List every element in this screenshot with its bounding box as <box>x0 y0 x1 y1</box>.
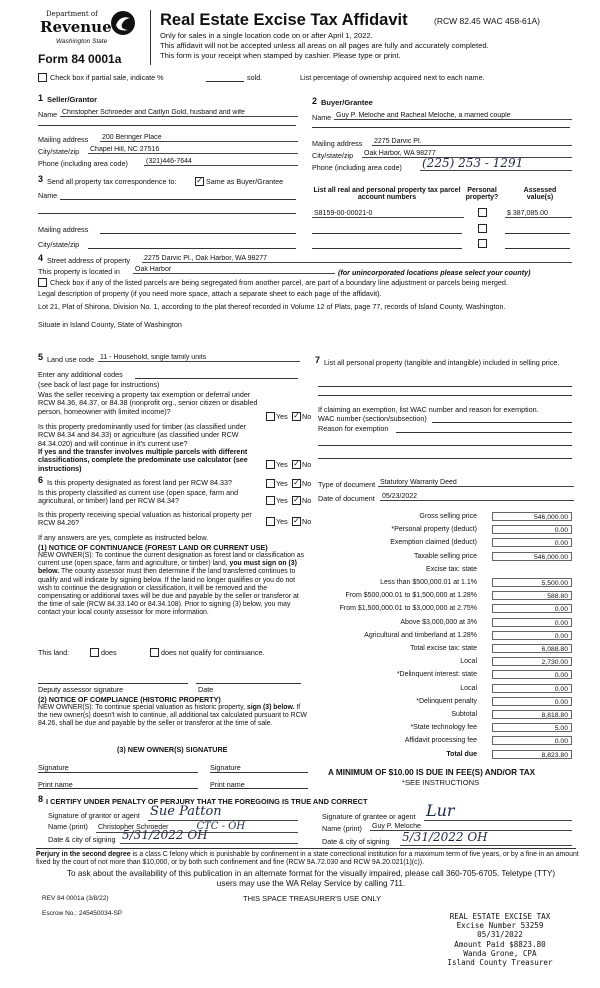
grantor-name: Christopher Schroeder <box>98 824 169 831</box>
notice1-bold: you must sign on (3) below. <box>38 560 297 576</box>
street-field[interactable]: 2275 Darvic Pl., Oak Harbor, WA 98277 <box>142 255 572 263</box>
sec4-num: 4 <box>38 253 44 263</box>
assessed-header: Assessed value(s) <box>523 187 557 201</box>
dept-of-revenue-logo <box>40 10 132 52</box>
tax-row-value[interactable]: 0.00 <box>492 684 572 693</box>
sec7-line2 <box>318 395 572 396</box>
partial-sale-sold: sold. <box>247 73 263 82</box>
tax-row-label: Subtotal <box>451 711 477 718</box>
stamp-line-3: 05/31/2022 <box>477 930 523 940</box>
s6q2-no-label: No <box>302 496 312 505</box>
buyer-mail-label: Mailing address <box>312 139 363 148</box>
owner-print-label-2: Print name <box>210 780 245 789</box>
see-back-note: (see back of last page for instructions) <box>38 380 160 389</box>
tax-row-label: Less than $500,000.01 at 1.1% <box>380 579 477 586</box>
sec3-city-label: City/state/zip <box>38 240 80 249</box>
owner-sig-2[interactable] <box>210 772 308 773</box>
sec3-label: Send all property tax correspondence to: <box>47 177 177 186</box>
sec3-mail-label: Mailing address <box>38 225 89 234</box>
s6q3-no-checkbox[interactable]: ✓ <box>293 516 300 525</box>
sec3-num: 3 <box>38 174 44 184</box>
ownership-note: List percentage of ownership acquired next to each name. <box>300 73 485 82</box>
owner-sig-1[interactable] <box>38 772 198 773</box>
perjury-bold: Perjury in the second degree <box>36 851 131 858</box>
q2-yes-checkbox[interactable] <box>266 460 275 469</box>
grantee-sig-label: Signature of grantee or agent <box>322 812 416 821</box>
form-number: Form 84 0001a <box>38 52 122 66</box>
notice2-a: NEW OWNER(S): To continue special valuation as historic property, <box>38 704 245 711</box>
sec6-q2: Is this property classified as current use (open space, farm and agricultural, or timber) land per RCW 84.34? <box>38 488 239 506</box>
buyer-name-line2 <box>312 127 570 128</box>
sec6-q3: Is this property receiving special valuation as historical property per RCW 84.26? <box>38 510 252 528</box>
minimum-note: A MINIMUM OF $10.00 IS DUE IN FEE(S) AND/OR TAX <box>328 768 536 777</box>
tax-row-value[interactable]: 0.00 <box>492 670 572 679</box>
tax-row-label: *Delinquent penalty <box>416 697 477 705</box>
land-use-field[interactable]: 11 - Household, single family units <box>98 354 300 362</box>
buyer-heading: Buyer/Grantee <box>321 98 373 107</box>
tax-row-label: *Delinquent interest: state <box>396 671 477 679</box>
buyer-mail-field[interactable]: 2275 Darvic Pl. <box>372 138 572 146</box>
does-not-checkbox[interactable] <box>150 648 159 657</box>
seller-name-label: Name <box>38 110 58 119</box>
dept-line1: Department of <box>46 10 98 18</box>
grantor-name-label: Name (print) <box>48 822 88 831</box>
buyer-city-label: City/state/zip <box>312 151 354 160</box>
partial-sale-checkbox[interactable] <box>38 73 47 82</box>
alt-format-note: To ask about the availability of this publication in an alternate format for the visually impaired, please call 360-705-6705. Teletype (TTY) users may use the WA Relay Service by calling 711. <box>66 869 556 888</box>
doc-type-label: Type of document <box>318 480 376 489</box>
wac-field[interactable] <box>432 422 572 423</box>
sec6-num: 6 <box>38 475 44 485</box>
tax-row-label: Total excise tax: state <box>410 645 477 652</box>
doc-date-label: Date of document <box>318 494 375 503</box>
treasurer-stamp <box>430 912 570 967</box>
tax-row-label: Affidavit processing fee <box>404 737 477 745</box>
sec7-line1 <box>318 386 572 387</box>
buyer-phone-field[interactable]: (225) 253 - 1291 <box>420 156 572 171</box>
reason-label: Reason for exemption <box>318 424 389 433</box>
tax-row-label: Total due <box>446 750 477 758</box>
perjury-note <box>36 851 581 868</box>
sec5-q2a: Is this property predominantly used for timber (as classified under RCW 84.34 and 84.33) or agriculture (as classified under RCW 84.34.020) and will continue in it's current use? <box>38 422 247 448</box>
tax-row-label: Local <box>460 684 477 692</box>
notice2-bold: sign (3) below. <box>246 704 295 711</box>
sec3-city-field[interactable] <box>88 248 296 249</box>
form-title: Real Estate Excise Tax Affidavit <box>160 11 408 29</box>
buyer-phone-label: Phone (including area code) <box>312 163 402 172</box>
sec6-q1: Is this property designated as forest land per RCW 84.33? <box>47 478 232 487</box>
stamp-line-2: Excise Number 53259 <box>456 921 544 931</box>
footer-divider <box>36 848 576 849</box>
stamp-line-1: REAL ESTATE EXCISE TAX <box>449 912 551 921</box>
seller-phone-label: Phone (including area code) <box>38 159 128 168</box>
s6q2-yes-checkbox[interactable] <box>266 496 275 505</box>
assessed-1[interactable]: $ 387,085.00 <box>505 210 572 218</box>
personal-checkbox-3[interactable] <box>478 239 487 248</box>
legal-lot: Lot 21, Plat of Shirona, Division No. 1, according to the plat thereof recorded in Volume 12 of Plats, page 77, records of Island County, Washington. <box>38 302 506 311</box>
see-instructions: *SEE INSTRUCTIONS <box>402 778 480 787</box>
note1: Only for sales in a single location code on or after April 1, 2022. <box>160 31 373 40</box>
parcel-3[interactable] <box>312 248 462 249</box>
sec3-name-line2 <box>38 213 296 214</box>
tax-row-label: *State technology fee <box>410 724 477 732</box>
notice1-b: The county assessor must then determine if the land transferred continues to qualify and will indicate by signing below. If the land no longer qualifies or you do not wish to continue the designation or classification, it will be removed and the compensating or additional taxes will be due and payable by the seller or transferor at the time of sale (RCW 84.33.140 or 84.34.108). Prior to signing (3) below, you may contact your local county assessor for more information. <box>38 568 299 617</box>
tax-row-label: Local <box>460 658 477 666</box>
sec3-name-label: Name <box>38 191 58 200</box>
does-not-label: does not qualify for continuance. <box>161 648 265 657</box>
this-land-label: This land: <box>38 648 70 657</box>
sec7-num: 7 <box>315 355 321 365</box>
certify: I CERTIFY UNDER PENALTY OF PERJURY THAT THE FOREGOING IS TRUE AND CORRECT <box>46 797 368 806</box>
note2: This affidavit will not be accepted unless all areas on all pages are fully and accurately completed. <box>160 41 489 50</box>
legal-label: Legal description of property (if you need more space, attach a separate sheet to each page of the affidavit). <box>38 289 382 298</box>
personal-header: Personal property? <box>465 187 499 201</box>
doc-date-field[interactable]: 05/23/2022 <box>380 493 574 501</box>
tax-row-label: Taxable selling price <box>413 552 477 560</box>
located-field[interactable]: Oak Harbor <box>133 266 335 274</box>
reason-line2 <box>318 445 572 446</box>
tax-row-value[interactable]: 0.00 <box>492 604 572 613</box>
land-use-label: Land use code <box>47 355 95 364</box>
tax-row-value[interactable]: 5,500.00 <box>492 578 572 587</box>
state-swirl-icon <box>110 10 136 36</box>
sec5-q2b: If yes and the transfer involves multiple parcels with different classifications, complete the predominate use calculator (see instructions) <box>38 447 248 473</box>
dept-line3: Washington State <box>56 38 108 45</box>
notice1-title: (1) NOTICE OF CONTINUANCE (FOREST LAND OR CURRENT USE) <box>38 543 268 552</box>
wac-label: WAC number (section/subsection) <box>318 414 427 423</box>
seller-mail-label: Mailing address <box>38 135 89 144</box>
buyer-city-field[interactable]: Oak Harbor, WA 98277 <box>362 150 572 158</box>
does-label: does <box>101 648 117 657</box>
any-answers: If any answers are yes, complete as instructed below. <box>38 533 209 542</box>
segregated-checkbox[interactable] <box>38 278 47 287</box>
tax-row-value[interactable]: 546,000.00 <box>492 512 572 521</box>
q1-no-label: No <box>302 412 312 421</box>
sec7-label: List all personal property (tangible and intangible) included in selling price. <box>324 358 560 367</box>
tax-row-value[interactable]: 0.00 <box>492 618 572 627</box>
rev-label: REV 84 0001a (3/8/22) <box>42 895 109 902</box>
reason-field[interactable] <box>396 432 572 433</box>
seller-city-field[interactable]: Chapel Hill, NC 27516 <box>88 146 298 154</box>
grantor-name-extra: CTC - OH <box>196 821 246 832</box>
rcw-reference: (RCW 82.45 WAC 458-61A) <box>434 16 540 26</box>
segregated-label: Check box if any of the listed parcels are being segregated from another parcel, are part of a boundary line adjustment or parcels being merged. <box>50 278 508 287</box>
tax-row-label: From $1,500,000.01 to $3,000,000 at 2.75% <box>339 605 477 613</box>
tax-row-label: Agricultural and timberland at 1.28% <box>364 631 477 639</box>
tax-row-value[interactable]: 0.00 <box>492 736 572 745</box>
tax-row-value[interactable]: 0.00 <box>492 697 572 706</box>
seller-name-line2 <box>38 125 296 126</box>
does-checkbox[interactable] <box>90 648 99 657</box>
q1-yes-label: Yes <box>276 412 288 421</box>
escrow-number: Escrow No.: 245450034-SP <box>42 910 123 917</box>
tax-row-label: *Personal property (deduct) <box>391 526 477 534</box>
tax-row-value[interactable]: 0.00 <box>492 525 572 534</box>
deputy-date-label: Date <box>198 685 214 694</box>
deputy-sig-field[interactable] <box>38 683 188 684</box>
notice3-title: (3) NEW OWNER(S) SIGNATURE <box>117 745 228 754</box>
buyer-name-label: Name <box>312 113 332 122</box>
owner-print-label-1: Print name <box>38 780 73 789</box>
same-as-buyer-label: Same as Buyer/Grantee <box>206 177 284 186</box>
q1-yes-checkbox[interactable] <box>266 412 275 421</box>
parcel-1[interactable]: S8159-00-00021-0 <box>312 210 464 218</box>
notice2-b: If the new owner(s) doesn't wish to continue, all additional tax calculated pursuant to RCW 84.26, shall be due and payable by the seller or transferor at the time of sale. <box>38 704 308 728</box>
personal-checkbox-2[interactable] <box>478 224 487 233</box>
notice1-a: NEW OWNER(S): To continue the current designation as forest land or classification as current use (open space, farm and agriculture, or timber) land, <box>38 552 305 568</box>
parcel-2[interactable] <box>312 233 462 234</box>
tax-row-label: Gross selling price <box>419 513 477 520</box>
seller-city-label: City/state/zip <box>38 147 80 156</box>
sec5-q1: Was the seller receiving a property tax exemption or deferral under RCW 84.36, 84.37, or 84.38 (nonprofit org., senior citizen or disabled person, homeowner with limited income)? <box>38 390 258 416</box>
q2-no-label: No <box>302 460 312 469</box>
partial-sale-percent-field[interactable] <box>206 81 244 82</box>
treasurer-use: THIS SPACE TREASURER'S USE ONLY <box>243 894 382 903</box>
seller-mail-field[interactable]: 200 Beringer Place <box>100 134 298 142</box>
additional-codes-field[interactable] <box>135 378 298 379</box>
buyer-name-field[interactable]: Guy P. Meloche and Racheal Meloche, a married couple <box>334 112 572 120</box>
dept-line2: Revenue <box>40 18 112 36</box>
reason-line3 <box>318 458 572 459</box>
grantor-sig-label: Signature of grantor or agent <box>48 811 140 820</box>
street-label: Street address of property <box>47 256 131 265</box>
tax-row-label: Exemption claimed (deduct) <box>390 539 477 547</box>
notice2-title: (2) NOTICE OF COMPLIANCE (HISTORIC PROPERTY) <box>38 695 221 704</box>
tax-row-value[interactable]: 0.00 <box>492 538 572 547</box>
seller-num: 1 <box>38 93 44 103</box>
s6q2-yes-label: Yes <box>276 496 288 505</box>
tax-row-value[interactable]: 8,823.80 <box>492 750 572 759</box>
deputy-sig-label: Deputy assessor signature <box>38 685 124 694</box>
s6q1-no-label: No <box>302 479 312 488</box>
personal-checkbox-1[interactable] <box>478 208 487 217</box>
sec8-num: 8 <box>38 794 44 804</box>
tax-row-value[interactable]: 6,088.80 <box>492 644 572 653</box>
additional-codes-label: Enter any additional codes <box>38 370 123 379</box>
doc-type-field[interactable]: Statutory Warranty Deed <box>378 479 574 487</box>
partial-sale-label: Check box if partial sale, indicate % <box>50 73 164 82</box>
exemption-label: If claiming an exemption, list WAC number and reason for exemption. <box>318 405 539 414</box>
sec3-mail-field[interactable] <box>100 233 296 234</box>
sec5-num: 5 <box>38 352 44 362</box>
q2-yes-label: Yes <box>276 460 288 469</box>
s6q3-no-label: No <box>302 517 312 526</box>
q1-no-checkbox[interactable]: ✓ <box>293 411 300 420</box>
stamp-line-5: Wanda Grone, CPA <box>463 948 537 958</box>
s6q1-yes-label: Yes <box>276 479 288 488</box>
tax-row-value[interactable]: 546,000.00 <box>492 552 572 561</box>
seller-heading: Seller/Grantor <box>47 95 98 104</box>
tax-row-value[interactable]: 588.80 <box>492 591 572 600</box>
s6q1-no-checkbox[interactable]: ✓ <box>293 478 300 487</box>
owner-sig-label-1: Signature <box>38 763 69 772</box>
tax-row-value[interactable]: 0.00 <box>492 631 572 640</box>
tax-row-value[interactable]: 2,730.00 <box>492 657 572 666</box>
s6q1-yes-checkbox[interactable] <box>266 479 275 488</box>
seller-name-field[interactable]: Christopher Schroeder and Caitlyn Gold, husband and wife <box>60 109 298 117</box>
located-label: This property is located in <box>38 267 120 276</box>
note3: This form is your receipt when stamped by cashier. Please type or print. <box>160 51 401 60</box>
grantor-date-label: Date & city of signing <box>48 835 116 844</box>
parcel-header: List all real and personal property tax parcel account numbers <box>313 187 461 201</box>
grantor-signature[interactable]: Sue Patton <box>148 804 298 821</box>
s6q3-yes-checkbox[interactable] <box>266 517 275 526</box>
tax-row-label: Above $3,000,000 at 3% <box>400 618 477 626</box>
grantee-date-label: Date & city of signing <box>322 837 390 846</box>
stamp-line-6: Island County Treasurer <box>447 958 553 968</box>
buyer-num: 2 <box>312 96 318 106</box>
s6q3-yes-label: Yes <box>276 517 288 526</box>
grantee-date-field[interactable]: 5/31/2022 OH <box>400 830 572 846</box>
seller-phone-field[interactable]: (321)446-7644 <box>144 158 298 166</box>
notice2-body <box>38 704 308 729</box>
notice1-body <box>38 552 308 618</box>
grantee-signature[interactable]: Lur <box>424 801 572 821</box>
owner-sig-label-2: Signature <box>210 763 241 772</box>
assessed-3[interactable] <box>505 248 570 249</box>
grantee-name-field[interactable]: Guy P. Meloche <box>370 823 572 831</box>
grantor-date-field[interactable]: 5/31/2022 OH <box>120 828 298 844</box>
assessed-2[interactable] <box>505 233 570 234</box>
perjury-text: is a class C felony which is punishable by confinement in a state correctional institution for a maximum term of five years, or by a fine in an amount fixed by the court of not more than $10,000, or by both such confinement and fine (RCW 9A.72.030 and RCW 9A.20.021(1)(c)). <box>36 851 579 867</box>
deputy-date-field[interactable] <box>196 683 301 684</box>
unincorporated-note: (for unincorporated locations please select your county) <box>338 268 531 277</box>
stamp-line-4: Amount Paid $8823.80 <box>454 939 546 949</box>
tax-row-value[interactable]: 5.00 <box>492 723 572 732</box>
s6q2-no-checkbox[interactable]: ✓ <box>293 495 300 504</box>
tax-row-label: From $500,000.01 to $1,500,000 at 1.28% <box>345 592 477 600</box>
tax-row-value[interactable]: 8,818.80 <box>492 710 572 719</box>
grantee-name-label: Name (print) <box>322 824 362 833</box>
legal-situate: Situate in Island County, State of Washington <box>38 320 182 329</box>
sec3-name-field[interactable] <box>60 199 296 200</box>
header-divider <box>150 10 151 65</box>
q2-no-checkbox[interactable]: ✓ <box>293 459 300 468</box>
same-as-buyer-checkbox[interactable]: ✓ <box>196 176 203 185</box>
tax-row-label: Excise tax: state <box>426 565 477 573</box>
